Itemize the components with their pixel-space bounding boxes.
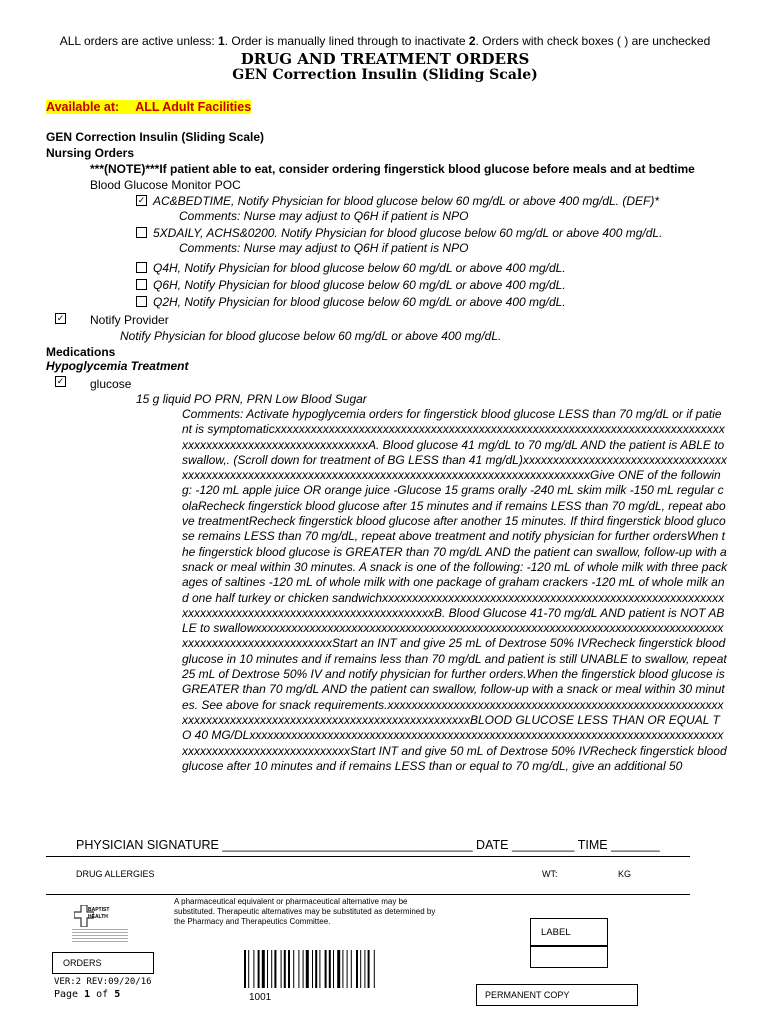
barcode-bar [329, 950, 331, 988]
version-info: VER:2 REV:09/20/16 [54, 977, 152, 987]
orders-box: ORDERS [52, 952, 154, 974]
option-5xdaily-label: 5XDAILY, ACHS&0200. Notify Physician for blood glucose below 60 mg/dL or above 400 mg/dL. [153, 226, 663, 240]
order-set-title: GEN Correction Insulin (Sliding Scale) [46, 130, 265, 144]
barcode-bar [288, 950, 290, 988]
option-acbedtime-checkbox[interactable]: ✓ [137, 195, 146, 205]
page-number: Page 1 of 5 [54, 989, 121, 1000]
option-acbedtime-label: AC&BEDTIME, Notify Physician for blood glucose below 60 mg/dL or above 400 mg/dL. (DEF)* [153, 194, 660, 208]
barcode-bar [248, 950, 249, 988]
barcode-bar [374, 950, 375, 988]
glucose-comments: Comments: Activate hypoglycemia orders for fingerstick blood glucose LESS than 70 mg/dL or if patient is symptomaticxxxxxxxxxxxxxxxxxxxxxxxxxxxxxxxxxxxxxxxxxxxxxxxxxxxxxxxxxxxxxxxxxxxxxxxxxxxxxxxxxxxxxxxxxxxxxxxxxxxxxxxxxxA. Blood glucose 41 mg/dL to 70 mg/dL AND the patient is ABLE to swallow,. (Scroll down for treatment of BG LESS than 41 mg/dL)xxxxxxxxxxxxxxxxxxxxxxxxxxxxxxxxxxxxxxxxxxxxxxxxxxxxxxxxxxxxxxxxxxxxxxxxxxxxxxxxxxxxxxxxxxxxxxxxxxxxxxGive ONE of the following: -120 mL apple juice OR orange juice -Glucose 15 grams orally -240 mL skim milk -150 mL regular colaRecheck fingerstick blood glucose after 15 minutes and if remains LESS than 70 mg/dL, repeat above treatmentRecheck fingerstick blood glucose after another 15 minutes. If third fingerstick blood glucose remains LESS than 70 mg/dL, repeat above treatment and notify physician for further ordersWhen the fingerstick blood glucose is GREATER than 70 mg/dL AND the patient can swallow, follow-up with a snack or meal within 30 minutes. A snack is one of the following: -120 mL of whole milk with three packages of saltines -120 mL of whole milk with one package of graham crackers -120 mL of whole milk and one half turkey or chicken sandwichxxxxxxxxxxxxxxxxxxxxxxxxxxxxxxxxxxxxxxxxxxxxxxxxxxxxxxxxxxxxxxxxxxxxxxxxxxxxxxxxxxxxxxxxxxxxxxxxxxxB. Blood Glucose 41-70 mg/dL AND patient is NOT ABLE to swallowxxxxxxxxxxxxxxxxxxxxxxxxxxxxxxxxxxxxxxxxxxxxxxxxxxxxxxxxxxxxxxxxxxxxxxxxxxxxxxxxxxxxxxxxxxxxxxxxxxxxxxxStart an INT and give 25 mL of Dextrose 50% IVRecheck fingerstick blood glucose in 10 minutes and if remains less than 70 mg/dL and patient is still UNABLE to swallow, repeat 25 mL of Dextrose 50% IV and notify physician for further orders.When the fingerstick blood glucose is GREATER than 70 mg/dL AND the patient can swallow, follow-up with a snack or meal within 30 minutes. See above for snack requirements.xxxxxxxxxxxxxxxxxxxxxxxxxxxxxxxxxxxxxxxxxxxxxxxxxxxxxxxxxxxxxxxxxxxxxxxxxxxxxxxxxxxxxxxxxxxxxxxxxxxxxxxxBLOOD GLUCOSE LESS THAN OR EQUAL TO 40 MG/DLxxxxxxxxxxxxxxxxxxxxxxxxxxxxxxxxxxxxxxxxxxxxxxxxxxxxxxxxxxxxxxxxxxxxxxxxxxxxxxxxxxxxxxxxxxxxxxxxxxxxxxxxxxxStart INT and give 50 mL of Dextrose 50% IVRecheck fingerstick blood glucose after 10 minutes and if remains LESS than or equal to 70 mg/dL, give an additional 50 [182, 407, 728, 773]
barcode-bar [284, 950, 286, 988]
barcode-bar [342, 950, 343, 988]
barcode-bar [253, 950, 254, 988]
barcode-bar [325, 950, 327, 988]
option-q6h-checkbox[interactable] [136, 279, 147, 290]
glucose-label: glucose [90, 377, 132, 391]
glucose-checkbox[interactable]: ✓ [56, 376, 65, 386]
barcode-number: 1001 [249, 992, 272, 1003]
page-title: DRUG AND TREATMENT ORDERS [240, 50, 530, 68]
barcode-bar [360, 950, 361, 988]
barcode-bar [306, 950, 309, 988]
nursing-orders-heading: Nursing Orders [46, 146, 135, 160]
glucose-monitor-label: Blood Glucose Monitor POC [90, 178, 241, 192]
eating-note: ***(NOTE)***If patient able to eat, consider ordering fingerstick blood glucose before meals and at bedtime [90, 162, 695, 176]
notify-provider-checkbox[interactable]: ✓ [56, 313, 65, 323]
notify-provider-label: Notify Provider [90, 313, 169, 327]
availability-banner: Available at: ALL Adult Facilities [46, 100, 252, 114]
baptist-health-logo [72, 905, 130, 943]
drug-allergies-label: DRUG ALLERGIES [76, 869, 155, 879]
page-subtitle: GEN Correction Insulin (Sliding Scale) [232, 67, 538, 83]
option-q4h-label: Q4H, Notify Physician for blood glucose below 60 mg/dL or above 400 mg/dL. [153, 261, 566, 275]
option-5xdaily-checkbox[interactable] [136, 227, 147, 238]
glucose-dose: 15 g liquid PO PRN, PRN Low Blood Sugar [136, 392, 367, 406]
physician-signature-line[interactable]: PHYSICIAN SIGNATURE ____________________________________ DATE _________ TIME _______ [76, 838, 660, 852]
barcode-bar [244, 950, 246, 988]
orders-status-notice: ALL orders are active unless: 1. Order is manually lined through to inactivate 2. Orders with check boxes ( ) are unchecked [59, 34, 711, 48]
logo-line1: BAPTIST [88, 907, 110, 913]
barcode-bar [364, 950, 365, 988]
hypoglycemia-heading: Hypoglycemia Treatment [46, 359, 189, 373]
option-q2h-checkbox[interactable] [136, 296, 147, 307]
barcode-bar [274, 950, 276, 988]
pharmacy-substitution-note: A pharmaceutical equivalent or pharmaceutical alternative may be substituted. Therapeutic alternatives may be substituted as determined by the Pharmacy and Therapeutics Committee. [174, 897, 436, 926]
label-box-lower [530, 946, 608, 968]
barcode-bar [293, 950, 294, 988]
barcode-bar [347, 950, 348, 988]
label-box: LABEL [530, 918, 608, 946]
option-5xdaily-comment: Comments: Nurse may adjust to Q6H if patient is NPO [179, 241, 469, 255]
barcode-bar [351, 950, 352, 988]
barcode-bar [298, 950, 299, 988]
barcode-bar [303, 950, 304, 988]
barcode-bar [262, 950, 265, 988]
barcode-bar [356, 950, 358, 988]
barcode-bar [267, 950, 268, 988]
divider [46, 856, 690, 857]
barcode-bar [258, 950, 260, 988]
barcode-bar [368, 950, 370, 988]
logo-fine-print [72, 929, 128, 943]
permanent-copy-box: PERMANENT COPY [476, 984, 638, 1006]
kg-label: KG [618, 869, 632, 879]
barcode-bar [271, 950, 272, 988]
weight-label: WT: [542, 869, 558, 879]
option-acbedtime-comment: Comments: Nurse may adjust to Q6H if patient is NPO [179, 209, 469, 223]
barcode-bar [337, 950, 340, 988]
barcode-bar [281, 950, 282, 988]
medications-heading: Medications [46, 345, 116, 359]
option-q6h-label: Q6H, Notify Physician for blood glucose below 60 mg/dL or above 400 mg/dL. [153, 278, 566, 292]
divider [46, 894, 690, 895]
notify-provider-detail: Notify Physician for blood glucose below 60 mg/dL or above 400 mg/dL. [120, 329, 502, 343]
barcode-bar [312, 950, 313, 988]
option-q2h-label: Q2H, Notify Physician for blood glucose below 60 mg/dL or above 400 mg/dL. [153, 295, 566, 309]
option-q4h-checkbox[interactable] [136, 262, 147, 273]
barcode [244, 950, 404, 988]
barcode-bar [315, 950, 317, 988]
barcode-bar [319, 950, 320, 988]
barcode-bar [333, 950, 334, 988]
logo-line2: HEALTH [88, 914, 108, 920]
